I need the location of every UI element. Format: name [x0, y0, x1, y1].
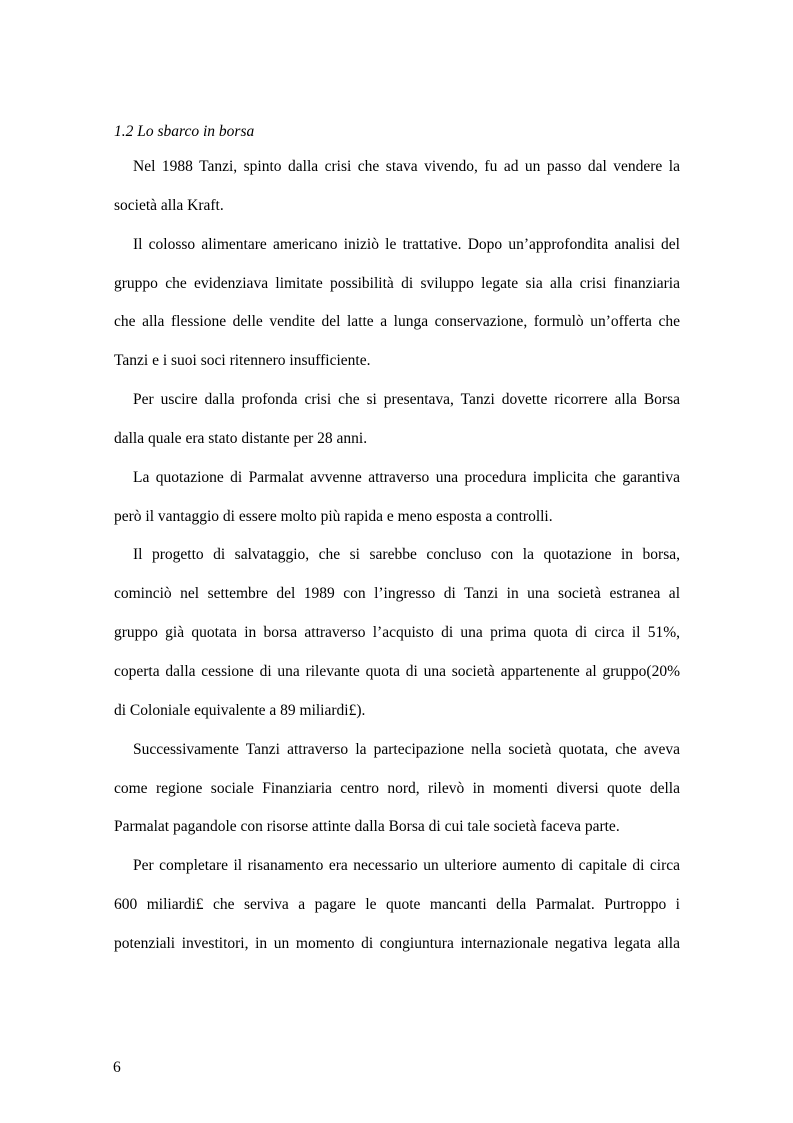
text-line: dalla quale era stato distante per 28 anni.	[114, 429, 368, 447]
text-line: Nel 1988 Tanzi, spinto dalla crisi che stava vivendo, fu ad un passo dal vendere la	[133, 158, 680, 175]
section-heading: 1.2 Lo sbarco in borsa	[114, 123, 255, 140]
text-line: 600 miliardi£ che serviva a pagare le quote mancanti della Parmalat. Purtroppo i	[114, 896, 680, 914]
text-line: che alla flessione delle vendite del latte a lunga conservazione, formulò un’offerta che	[114, 313, 680, 331]
text-line: Per uscire dalla profonda crisi che si presentava, Tanzi dovette ricorrere alla Borsa	[133, 391, 680, 409]
text-line: di Coloniale equivalente a 89 miliardi£).	[114, 701, 366, 719]
text-line: coperta dalla cessione di una rilevante quota di una società appartenente al gruppo(20%	[114, 662, 680, 680]
text-line: società alla Kraft.	[114, 196, 224, 214]
text-line: gruppo già quotata in borsa attraverso l’acquisto di una prima quota di circa il 51%,	[114, 624, 680, 642]
text-line: potenziali investitori, in un momento di congiuntura internazionale negativa legata alla	[114, 934, 680, 952]
text-line: come regione sociale Finanziaria centro nord, rilevò in momenti diversi quote della	[114, 779, 680, 797]
text-line: gruppo che evidenziava limitate possibilità di sviluppo legate sia alla crisi finanziaria	[114, 274, 680, 292]
text-line: Successivamente Tanzi attraverso la partecipazione nella società quotata, che aveva	[133, 740, 680, 758]
text-line: però il vantaggio di essere molto più rapida e meno esposta a controlli.	[114, 507, 553, 525]
body-text	[114, 153, 680, 969]
text-line: Per completare il risanamento era necessario un ulteriore aumento di capitale di circa	[133, 857, 680, 875]
text-line: Il progetto di salvataggio, che si sarebbe concluso con la quotazione in borsa,	[133, 546, 680, 564]
text-line: Parmalat pagandole con risorse attinte dalla Borsa di cui tale società faceva parte.	[114, 818, 620, 836]
page-number: 6	[113, 1059, 121, 1076]
text-line: La quotazione di Parmalat avvenne attraverso una procedura implicita che garantiva	[133, 468, 680, 486]
text-line: Il colosso alimentare americano iniziò le trattative. Dopo un’approfondita analisi del	[133, 235, 680, 253]
text-line: cominciò nel settembre del 1989 con l’ingresso di Tanzi in una società estranea al	[114, 585, 680, 603]
text-line: Tanzi e i suoi soci ritennero insufficiente.	[114, 352, 371, 370]
